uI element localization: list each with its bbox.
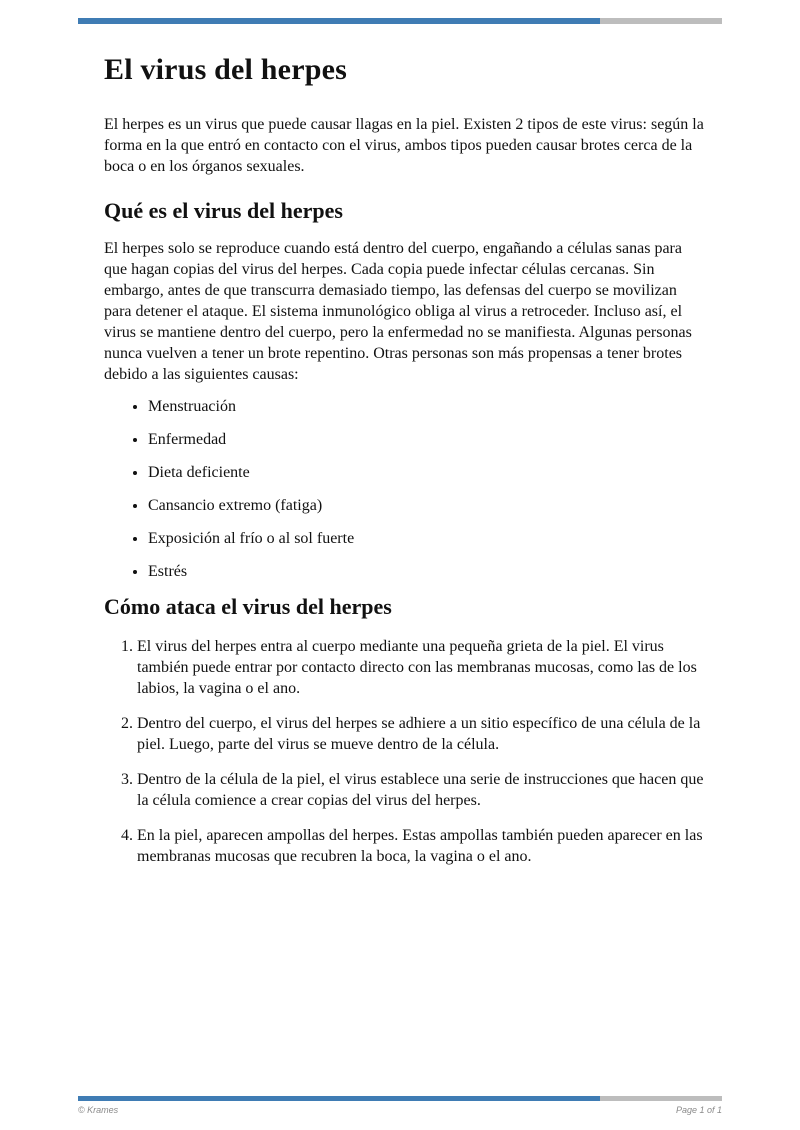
header-rule-accent-segment [78, 18, 600, 24]
page-number-label: Page 1 of 1 [675, 1105, 722, 1115]
copyright-label: © Krames [78, 1105, 119, 1115]
footer-rule-accent-segment [78, 1096, 600, 1101]
intro-paragraph: El herpes es un virus que puede causar llagas en la piel. Existen 2 tipos de este virus: según la forma en la que entró en contacto con el virus, ambos tipos pueden causar brotes cerca de la boca o en los órganos sexuales. [104, 116, 704, 175]
list-item: 2. Dentro del cuerpo, el virus del herpes se adhiere a un sitio específico de una célula de la piel. Luego, parte del virus se mueve dentro de la célula. [137, 713, 708, 755]
footer-text-row [78, 1104, 722, 1116]
what-is-paragraph: El herpes solo se reproduce cuando está dentro del cuerpo, engañando a células sanas para que hagan copias del virus del herpes. Cada copia puede infectar células cercanas. Sin embargo, antes de que transcurra demasiado tiempo, las defensas del cuerpo se movilizan para detener el ataque. El sistema inmunológico obliga al virus a retroceder. Incluso así, el virus se mantiene dentro del cuerpo, pero la enfermedad no se manifiesta. Algunas personas nunca vuelven a tener un brote repentino. Otras personas son más propensas a tener brotes debido a las siguientes causas: [104, 240, 692, 383]
header-rule-gray-segment [600, 18, 722, 24]
list-item: • Menstruación [148, 396, 708, 417]
list-item: 4. En la piel, aparecen ampollas del herpes. Estas ampollas también pueden aparecer en las membranas mucosas que recubren la boca, la vagina o el ano. [137, 825, 708, 867]
page-footer [78, 1096, 722, 1116]
list-item: • Enfermedad [148, 429, 708, 450]
list-item: 1. El virus del herpes entra al cuerpo mediante una pequeña grieta de la piel. El virus también puede entrar por contacto directo con las membranas mucosas, como las de los labios, la vagina o el ano. [137, 636, 708, 699]
article-body [104, 52, 708, 867]
attack-steps-list [104, 636, 708, 867]
footer-rule-gray-segment [600, 1096, 722, 1101]
section-heading-what-is: Qué es el virus del herpes [104, 198, 343, 223]
section-heading-how-attacks: Cómo ataca el virus del herpes [104, 594, 392, 619]
list-item: • Dieta deficiente [148, 462, 708, 483]
causes-list [104, 396, 708, 582]
header-rule [78, 18, 722, 24]
footer-rule [78, 1096, 722, 1101]
list-item: • Estrés [148, 561, 708, 582]
list-item: • Cansancio extremo (fatiga) [148, 495, 708, 516]
list-item: 3. Dentro de la célula de la piel, el virus establece una serie de instrucciones que hacen que la célula comience a crear copias del virus del herpes. [137, 769, 708, 811]
page-title: El virus del herpes [104, 53, 347, 86]
list-item: • Exposición al frío o al sol fuerte [148, 528, 708, 549]
